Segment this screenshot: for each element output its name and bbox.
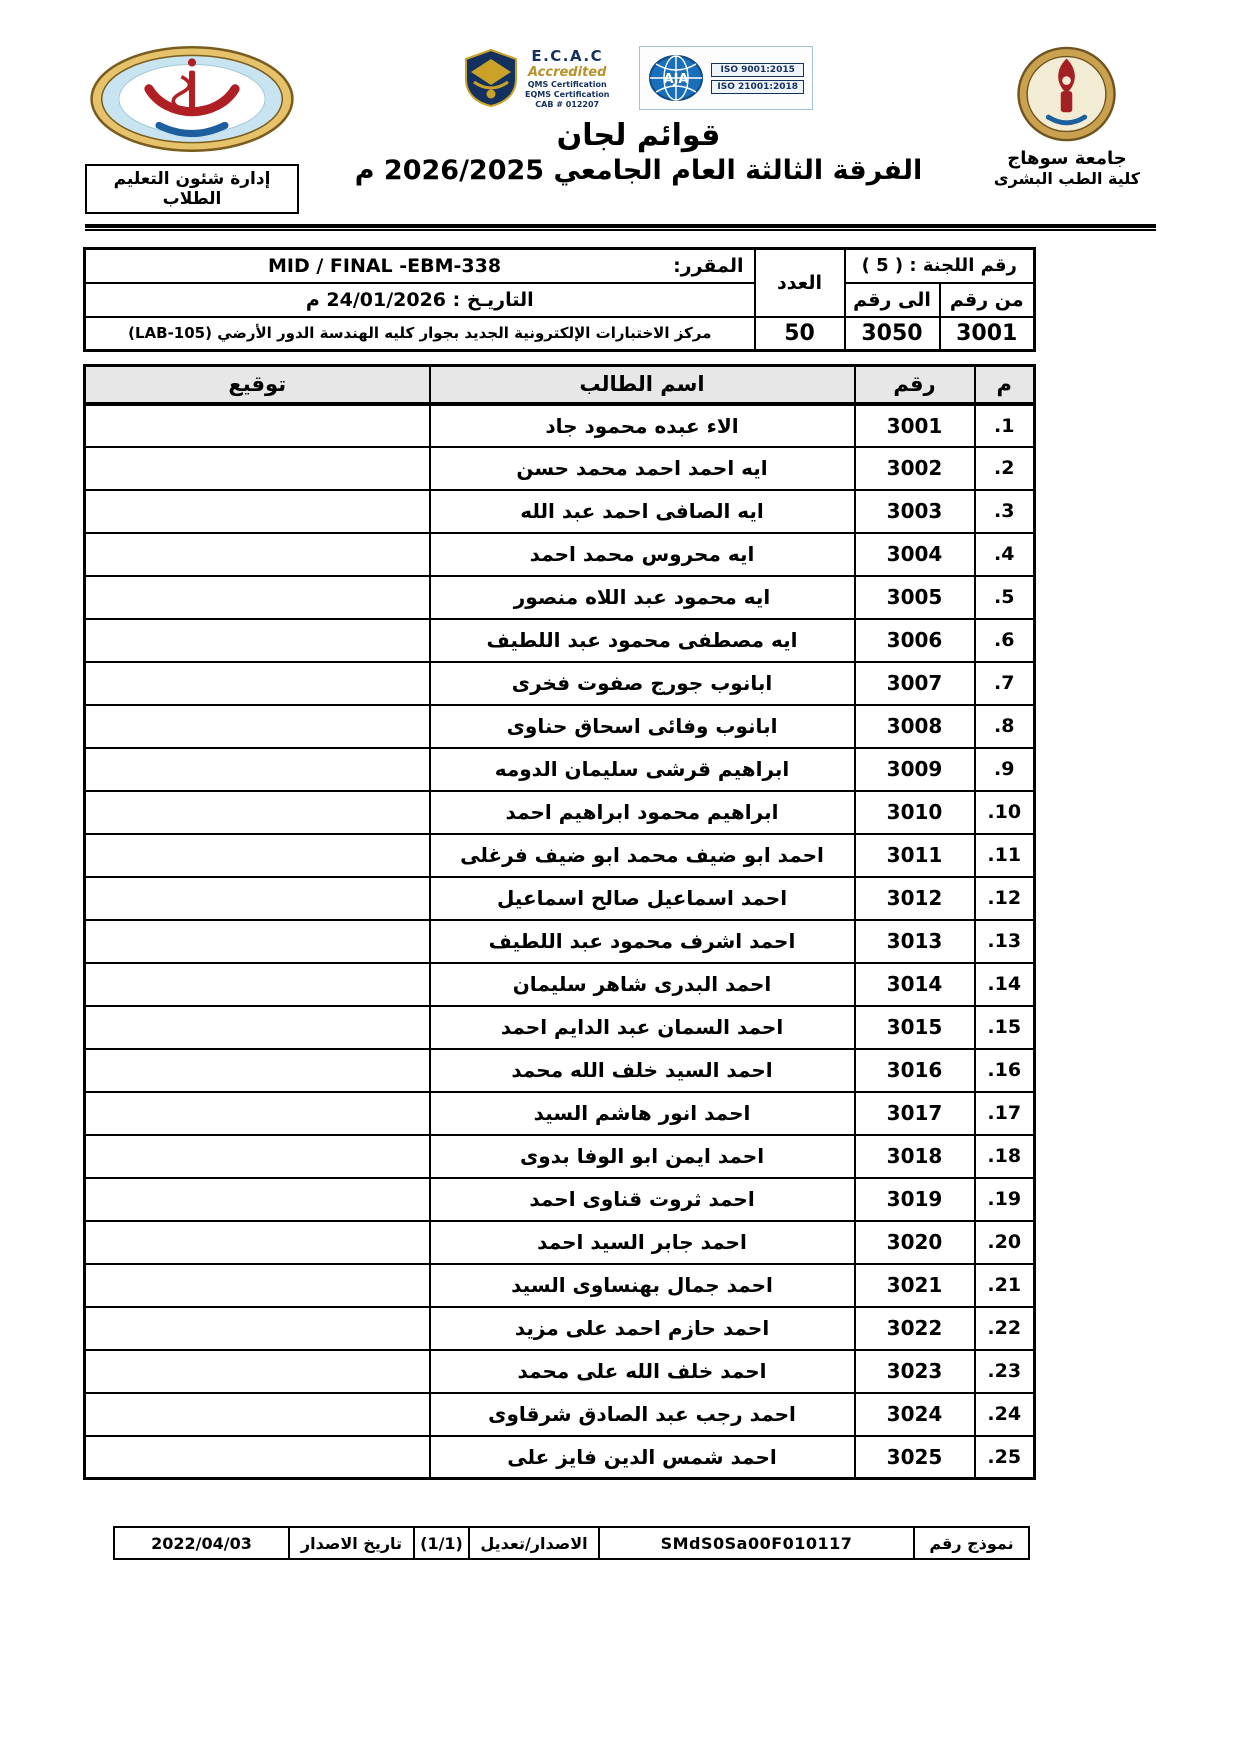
- number-cell: 3019: [855, 1178, 975, 1221]
- signature-cell: [85, 748, 430, 791]
- number-cell: 3006: [855, 619, 975, 662]
- number-cell: 3013: [855, 920, 975, 963]
- footer-table: [113, 1526, 1030, 1560]
- signature-cell: [85, 1135, 430, 1178]
- signature-cell: [85, 619, 430, 662]
- number-cell: 3005: [855, 576, 975, 619]
- faculty-name: كلية الطب البشرى: [993, 169, 1141, 188]
- student-row: [85, 1393, 1035, 1436]
- number-cell: 3016: [855, 1049, 975, 1092]
- serial-cell: 17.: [975, 1092, 1035, 1135]
- student-row: [85, 1436, 1035, 1479]
- student-row: [85, 1049, 1035, 1092]
- name-cell: ايه الصافى احمد عبد الله: [430, 490, 855, 533]
- number-cell: 3014: [855, 963, 975, 1006]
- signature-cell: [85, 576, 430, 619]
- serial-cell: 22.: [975, 1307, 1035, 1350]
- signature-cell: [85, 533, 430, 576]
- student-row: [85, 1178, 1035, 1221]
- from-number-label-cell: من رقم: [940, 283, 1035, 317]
- student-row: [85, 791, 1035, 834]
- serial-cell: 18.: [975, 1135, 1035, 1178]
- serial-cell: 4.: [975, 533, 1035, 576]
- signature-cell: [85, 920, 430, 963]
- serial-cell: 7.: [975, 662, 1035, 705]
- signature-cell: [85, 877, 430, 920]
- to-number-label-cell: الى رقم: [845, 283, 940, 317]
- number-cell: 3007: [855, 662, 975, 705]
- signature-cell: [85, 1436, 430, 1479]
- number-cell: 3025: [855, 1436, 975, 1479]
- name-cell: احمد جابر السيد احمد: [430, 1221, 855, 1264]
- form-number-label: نموذج رقم: [914, 1527, 1029, 1559]
- course-value: MID / FINAL -EBM-338: [267, 254, 502, 277]
- ecac-shield-icon: [464, 48, 518, 108]
- name-cell: ابانوب وفائى اسحاق حناوى: [430, 705, 855, 748]
- count-label-cell: العدد: [755, 249, 845, 317]
- header-serial: م: [975, 366, 1035, 404]
- number-cell: 3022: [855, 1307, 975, 1350]
- student-row: [85, 1006, 1035, 1049]
- number-cell: 3001: [855, 404, 975, 447]
- name-cell: احمد السيد خلف الله محمد: [430, 1049, 855, 1092]
- serial-cell: 5.: [975, 576, 1035, 619]
- signature-cell: [85, 490, 430, 533]
- header-center: [299, 44, 978, 186]
- exam-date-cell: التاريـخ : 24/01/2026 م: [85, 283, 755, 317]
- student-row: [85, 576, 1035, 619]
- signature-cell: [85, 447, 430, 490]
- issue-revision-label: الاصدار/تعديل: [469, 1527, 599, 1559]
- aja-iso-21001-label: ISO 21001:2018: [711, 80, 804, 94]
- number-cell: 3002: [855, 447, 975, 490]
- signature-cell: [85, 662, 430, 705]
- student-row: [85, 963, 1035, 1006]
- serial-cell: 8.: [975, 705, 1035, 748]
- number-cell: 3012: [855, 877, 975, 920]
- serial-cell: 14.: [975, 963, 1035, 1006]
- name-cell: احمد اسماعيل صالح اسماعيل: [430, 877, 855, 920]
- document-subtitle: الفرقة الثالثة العام الجامعي 2026/2025 م: [354, 155, 923, 186]
- number-cell: 3015: [855, 1006, 975, 1049]
- name-cell: احمد جمال بهنساوى السيد: [430, 1264, 855, 1307]
- name-cell: احمد حازم احمد على مزيد: [430, 1307, 855, 1350]
- faculty-identity: [85, 44, 299, 214]
- signature-cell: [85, 1221, 430, 1264]
- accreditation-badges: [299, 46, 978, 110]
- name-cell: ايه محروس محمد احمد: [430, 533, 855, 576]
- number-cell: 3003: [855, 490, 975, 533]
- name-cell: احمد ابو ضيف محمد ابو ضيف فرغلى: [430, 834, 855, 877]
- signature-cell: [85, 963, 430, 1006]
- exam-location-cell: مركز الاختبارات الإلكترونية الجديد بجوار كليه الهندسة الدور الأرضي (LAB-105): [85, 317, 755, 351]
- to-number-value-cell: 3050: [845, 317, 940, 351]
- signature-cell: [85, 1178, 430, 1221]
- header-number: رقم: [855, 366, 975, 404]
- name-cell: ابراهيم محمود ابراهيم احمد: [430, 791, 855, 834]
- serial-cell: 16.: [975, 1049, 1035, 1092]
- number-cell: 3023: [855, 1350, 975, 1393]
- student-row: [85, 662, 1035, 705]
- student-row: [85, 619, 1035, 662]
- number-cell: 3004: [855, 533, 975, 576]
- students-tbody: [85, 404, 1035, 1479]
- number-cell: 3017: [855, 1092, 975, 1135]
- serial-cell: 15.: [975, 1006, 1035, 1049]
- serial-cell: 12.: [975, 877, 1035, 920]
- signature-cell: [85, 1264, 430, 1307]
- header-divider: [85, 224, 1156, 231]
- student-row: [85, 834, 1035, 877]
- serial-cell: 23.: [975, 1350, 1035, 1393]
- name-cell: احمد البدرى شاهر سليمان: [430, 963, 855, 1006]
- aja-name: AJA: [663, 72, 689, 87]
- student-row: [85, 1307, 1035, 1350]
- university-name: جامعة سوهاج: [1007, 148, 1127, 169]
- number-cell: 3018: [855, 1135, 975, 1178]
- serial-cell: 9.: [975, 748, 1035, 791]
- ecac-cert-line-2: EQMS Certification: [525, 89, 610, 99]
- name-cell: ايه مصطفى محمود عبد اللطيف: [430, 619, 855, 662]
- signature-cell: [85, 404, 430, 447]
- ecac-accredited-label: Accredited: [528, 64, 607, 80]
- student-row: [85, 877, 1035, 920]
- from-number-value-cell: 3001: [940, 317, 1035, 351]
- student-row: [85, 1135, 1035, 1178]
- ecac-cert-line-1: QMS Certification: [527, 79, 607, 89]
- issue-date-label: تاريخ الاصدار: [289, 1527, 414, 1559]
- number-cell: 3009: [855, 748, 975, 791]
- name-cell: الاء عبده محمود جاد: [430, 404, 855, 447]
- signature-cell: [85, 1049, 430, 1092]
- issue-revision-value: (1/1): [414, 1527, 469, 1559]
- aja-accreditation-badge: [639, 46, 813, 110]
- student-row: [85, 490, 1035, 533]
- signature-cell: [85, 705, 430, 748]
- signature-cell: [85, 1393, 430, 1436]
- name-cell: احمد ثروت قناوى احمد: [430, 1178, 855, 1221]
- name-cell: احمد خلف الله على محمد: [430, 1350, 855, 1393]
- ecac-cert-line-3: CAB # 012207: [535, 99, 600, 109]
- faculty-medicine-emblem: [88, 44, 296, 154]
- issue-date-value: 2022/04/03: [114, 1527, 289, 1559]
- student-row: [85, 447, 1035, 490]
- serial-cell: 21.: [975, 1264, 1035, 1307]
- student-row: [85, 920, 1035, 963]
- number-cell: 3024: [855, 1393, 975, 1436]
- student-row: [85, 748, 1035, 791]
- serial-cell: 13.: [975, 920, 1035, 963]
- header-signature: توقيع: [85, 366, 430, 404]
- exam-info-table: [83, 247, 1036, 352]
- student-row: [85, 533, 1035, 576]
- student-row: [85, 705, 1035, 748]
- name-cell: احمد ايمن ابو الوفا بدوى: [430, 1135, 855, 1178]
- number-cell: 3021: [855, 1264, 975, 1307]
- serial-cell: 11.: [975, 834, 1035, 877]
- committee-number-cell: رقم اللجنة : ( 5 ): [845, 249, 1035, 283]
- serial-cell: 1.: [975, 404, 1035, 447]
- name-cell: احمد اشرف محمود عبد اللطيف: [430, 920, 855, 963]
- student-row: [85, 1221, 1035, 1264]
- signature-cell: [85, 1006, 430, 1049]
- admin-office-label: إدارة شئون التعليم الطلاب: [85, 164, 299, 214]
- signature-cell: [85, 1307, 430, 1350]
- student-row: [85, 1092, 1035, 1135]
- name-cell: احمد رجب عبد الصادق شرقاوى: [430, 1393, 855, 1436]
- sohag-university-logo: [1016, 46, 1118, 142]
- serial-cell: 20.: [975, 1221, 1035, 1264]
- name-cell: ايه محمود عبد اللاه منصور: [430, 576, 855, 619]
- serial-cell: 25.: [975, 1436, 1035, 1479]
- header-student-name: اسم الطالب: [430, 366, 855, 404]
- number-cell: 3010: [855, 791, 975, 834]
- student-row: [85, 1350, 1035, 1393]
- document-title: قوائم لجان: [556, 118, 721, 153]
- aja-globe-icon: [648, 51, 704, 105]
- page-header: [85, 44, 1156, 214]
- signature-cell: [85, 834, 430, 877]
- students-table: [83, 364, 1036, 1480]
- form-number-value: SMdS0Sa00F010117: [599, 1527, 914, 1559]
- ecac-accreditation-badge: [464, 47, 609, 110]
- student-row: [85, 404, 1035, 447]
- name-cell: احمد شمس الدين فايز على: [430, 1436, 855, 1479]
- ecac-name: E.C.A.C: [531, 46, 604, 65]
- university-identity: [978, 44, 1156, 188]
- number-cell: 3020: [855, 1221, 975, 1264]
- serial-cell: 19.: [975, 1178, 1035, 1221]
- name-cell: ابانوب جورج صفوت فخرى: [430, 662, 855, 705]
- serial-cell: 24.: [975, 1393, 1035, 1436]
- name-cell: ابراهيم قرشى سليمان الدومه: [430, 748, 855, 791]
- aja-iso-9001-label: ISO 9001:2015: [711, 63, 804, 77]
- serial-cell: 3.: [975, 490, 1035, 533]
- serial-cell: 6.: [975, 619, 1035, 662]
- table-header-row: [85, 366, 1035, 404]
- count-value-cell: 50: [755, 317, 845, 351]
- name-cell: احمد السمان عبد الدايم احمد: [430, 1006, 855, 1049]
- course-label: المقرر:: [673, 254, 744, 277]
- serial-cell: 2.: [975, 447, 1035, 490]
- student-row: [85, 1264, 1035, 1307]
- number-cell: 3011: [855, 834, 975, 877]
- number-cell: 3008: [855, 705, 975, 748]
- name-cell: ايه احمد احمد محمد حسن: [430, 447, 855, 490]
- name-cell: احمد انور هاشم السيد: [430, 1092, 855, 1135]
- signature-cell: [85, 1350, 430, 1393]
- serial-cell: 10.: [975, 791, 1035, 834]
- signature-cell: [85, 791, 430, 834]
- course-cell: [85, 249, 755, 283]
- signature-cell: [85, 1092, 430, 1135]
